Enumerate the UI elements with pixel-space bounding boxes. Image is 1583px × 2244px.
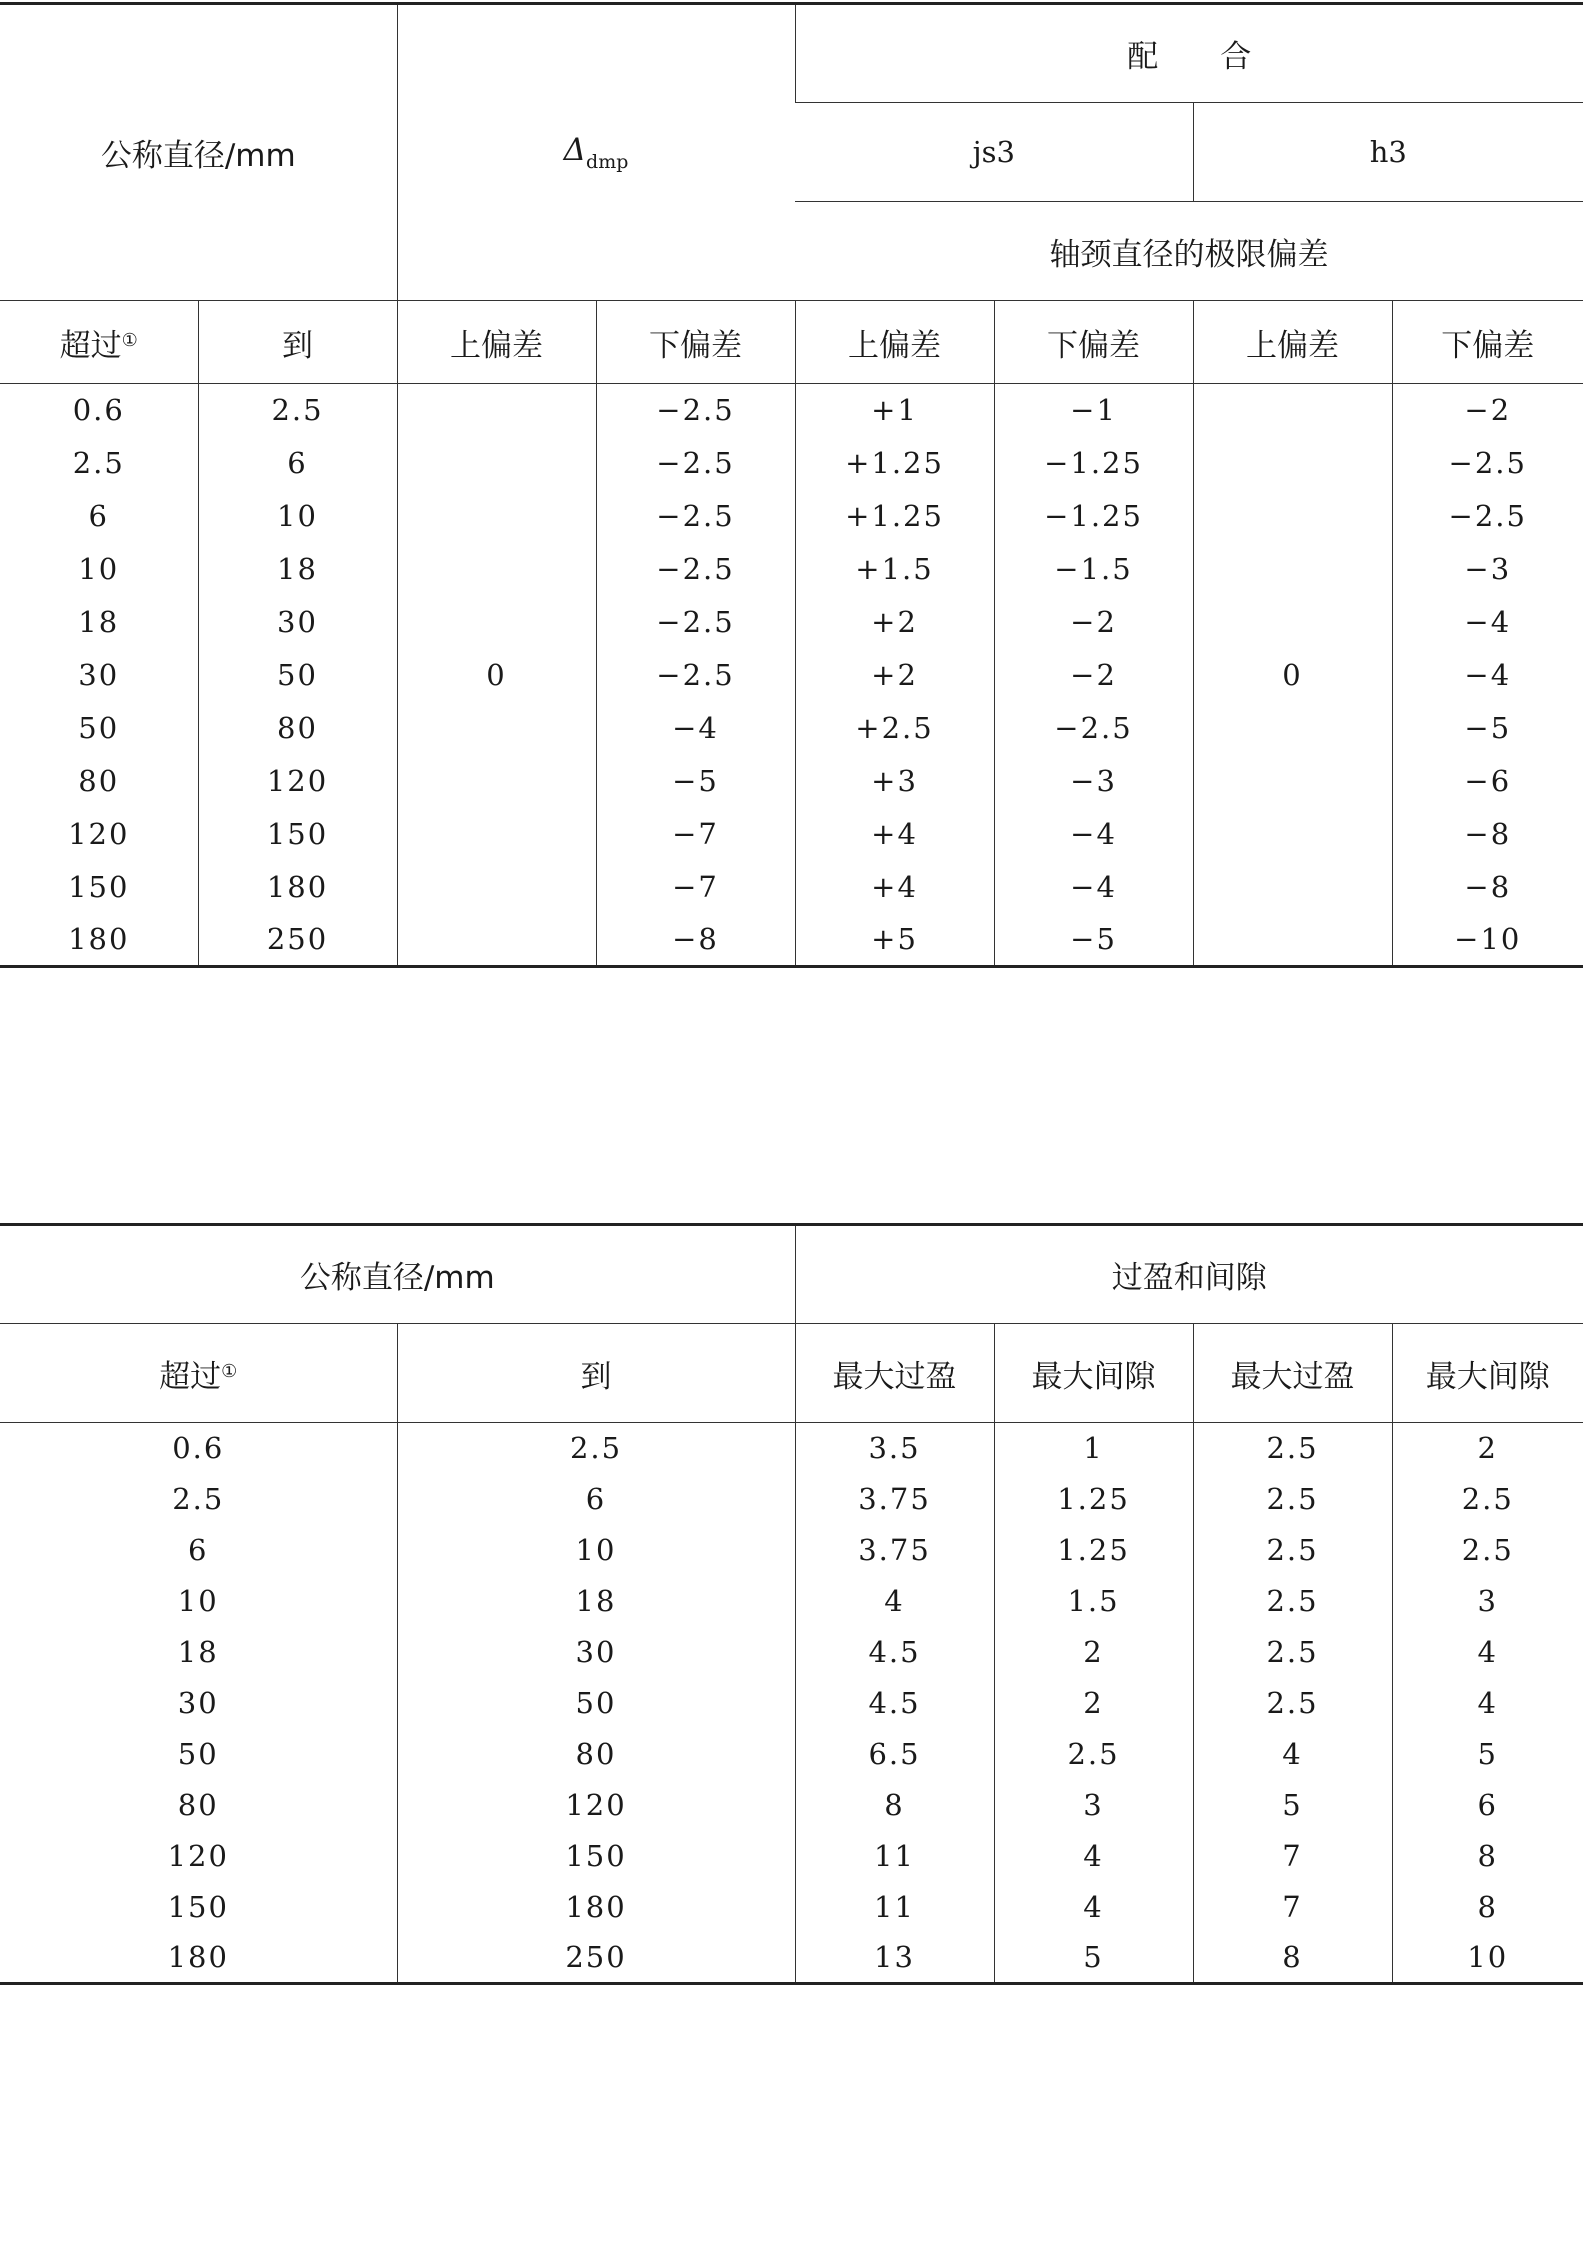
- to-header: 到: [198, 301, 397, 384]
- to-cell: 18: [198, 543, 397, 596]
- table-row: [0, 1729, 1583, 1780]
- h3-max-interference-cell: 2.5: [1193, 1627, 1392, 1678]
- h3-max-clearance-cell: 8: [1392, 1831, 1583, 1882]
- to-cell: 150: [198, 808, 397, 861]
- js3-max-clearance-cell: 4: [994, 1882, 1193, 1933]
- delta-lower-dev-cell: −5: [596, 755, 795, 808]
- js3-max-interference-cell: 11: [795, 1882, 994, 1933]
- js3-lower-dev-cell: −1: [994, 384, 1193, 437]
- h3-max-interference-cell: 2.5: [1193, 1576, 1392, 1627]
- over-cell: 180: [167, 1940, 229, 1975]
- h3-lower-dev-cell: −6: [1392, 755, 1583, 808]
- js3-lower-dev-cell: −4: [994, 861, 1193, 914]
- h3-upper-dev-cell: 0: [1193, 384, 1392, 967]
- table-row: [0, 1933, 1583, 1984]
- over-cell: 30: [177, 1686, 219, 1720]
- js3-max-interference-cell: 3.75: [795, 1474, 994, 1525]
- over-cell: 18: [177, 1635, 219, 1669]
- js3-upper-dev-cell: +4: [795, 861, 994, 914]
- to-cell: 10: [198, 490, 397, 543]
- to-cell: 250: [198, 914, 397, 967]
- js3-max-interference-cell: 4.5: [795, 1678, 994, 1729]
- to-cell: 18: [397, 1576, 795, 1627]
- js3-upper-dev-header: 上偏差: [795, 301, 994, 384]
- table-row: [0, 1831, 1583, 1882]
- delta-subscript: dmp: [586, 151, 629, 173]
- over-cell: 30: [78, 658, 120, 692]
- delta-lower-dev-cell: −2.5: [596, 384, 795, 437]
- nominal-diameter-header: 公称直径/mm: [0, 4, 397, 301]
- to-cell: 30: [397, 1627, 795, 1678]
- over-cell: 80: [78, 764, 120, 798]
- js3-upper-dev-cell: +3: [795, 755, 994, 808]
- to-cell: 2.5: [397, 1423, 795, 1474]
- h3-header: h3: [1193, 103, 1583, 202]
- js3-max-clearance-cell: 4: [994, 1831, 1193, 1882]
- h3-max-clearance-cell: 6: [1392, 1780, 1583, 1831]
- js3-upper-dev-cell: +2: [795, 596, 994, 649]
- h3-max-interference-cell: 2.5: [1193, 1525, 1392, 1576]
- to-cell: 250: [397, 1933, 795, 1984]
- h3-max-clearance-cell: 2: [1392, 1423, 1583, 1474]
- h3-max-interference-cell: 7: [1193, 1831, 1392, 1882]
- over-cell: 80: [177, 1788, 219, 1822]
- h3-lower-dev-cell: −5: [1392, 702, 1583, 755]
- h3-max-clearance-cell: 4: [1392, 1627, 1583, 1678]
- delta-lower-dev-cell: −2.5: [596, 543, 795, 596]
- tolerance-table-body: [0, 384, 1583, 967]
- footnote-mark: ①: [221, 1360, 238, 1382]
- h3-lower-dev-cell: −4: [1392, 596, 1583, 649]
- delta-lower-dev-cell: −2.5: [596, 596, 795, 649]
- over-cell: 6: [88, 499, 109, 533]
- to-cell: 180: [397, 1882, 795, 1933]
- to-cell: 50: [397, 1678, 795, 1729]
- h3-max-interference-header: 最大过盈: [1193, 1324, 1392, 1423]
- js3-max-interference-header: 最大过盈: [795, 1324, 994, 1423]
- js3-max-interference-cell: 8: [795, 1780, 994, 1831]
- js3-lower-dev-cell: −1.25: [994, 437, 1193, 490]
- js3-upper-dev-cell: +1.25: [795, 437, 994, 490]
- to-cell: 2.5: [198, 384, 397, 437]
- table-row: [0, 1678, 1583, 1729]
- h3-max-clearance-cell: 2.5: [1392, 1525, 1583, 1576]
- js3-upper-dev-cell: +4: [795, 808, 994, 861]
- interference-table-body: [0, 1423, 1583, 1984]
- h3-max-interference-cell: 4: [1193, 1729, 1392, 1780]
- over-cell: 0.6: [72, 393, 125, 428]
- to-cell: 10: [397, 1525, 795, 1576]
- h3-lower-dev-cell: −3: [1392, 543, 1583, 596]
- delta-upper-dev-cell: 0: [397, 384, 596, 967]
- over-cell: 2.5: [72, 446, 125, 480]
- js3-max-clearance-cell: 2.5: [994, 1729, 1193, 1780]
- h3-max-clearance-cell: 5: [1392, 1729, 1583, 1780]
- js3-lower-dev-cell: −4: [994, 808, 1193, 861]
- to-cell: 80: [198, 702, 397, 755]
- js3-lower-dev-cell: −2: [994, 649, 1193, 702]
- h3-upper-dev-header: 上偏差: [1193, 301, 1392, 384]
- js3-max-interference-cell: 3.5: [795, 1423, 994, 1474]
- js3-max-clearance-header: 最大间隙: [994, 1324, 1193, 1423]
- table-row: [0, 1576, 1583, 1627]
- js3-upper-dev-cell: +5: [795, 914, 994, 967]
- h3-max-clearance-header: 最大间隙: [1392, 1324, 1583, 1423]
- table-row: [0, 1423, 1583, 1474]
- h3-lower-dev-cell: −10: [1392, 914, 1583, 967]
- js3-max-clearance-cell: 5: [994, 1933, 1193, 1984]
- h3-lower-dev-cell: −8: [1392, 808, 1583, 861]
- delta-lower-dev-cell: −7: [596, 861, 795, 914]
- delta-lower-dev-header: 下偏差: [596, 301, 795, 384]
- over-header: 超过①: [0, 1324, 397, 1423]
- js3-max-interference-cell: 3.75: [795, 1525, 994, 1576]
- interference-clearance-header: 过盈和间隙: [795, 1225, 1583, 1324]
- to-cell: 6: [198, 437, 397, 490]
- h3-max-interference-cell: 2.5: [1193, 1474, 1392, 1525]
- js3-upper-dev-cell: +1.5: [795, 543, 994, 596]
- h3-lower-dev-cell: −8: [1392, 861, 1583, 914]
- over-cell: 150: [167, 1890, 229, 1924]
- h3-max-clearance-cell: 10: [1392, 1933, 1583, 1984]
- js3-lower-dev-cell: −2.5: [994, 702, 1193, 755]
- over-cell: 180: [68, 922, 130, 957]
- table-row: [0, 1780, 1583, 1831]
- over-cell: 120: [68, 817, 130, 851]
- to-cell: 150: [397, 1831, 795, 1882]
- table-row: [0, 1627, 1583, 1678]
- js3-upper-dev-cell: +1.25: [795, 490, 994, 543]
- h3-max-interference-cell: 2.5: [1193, 1678, 1392, 1729]
- delta-lower-dev-cell: −2.5: [596, 490, 795, 543]
- delta-lower-dev-cell: −2.5: [596, 649, 795, 702]
- to-cell: 180: [198, 861, 397, 914]
- table-row: [0, 1474, 1583, 1525]
- h3-max-interference-cell: 2.5: [1193, 1423, 1392, 1474]
- over-cell: 18: [78, 605, 120, 639]
- to-cell: 50: [198, 649, 397, 702]
- h3-max-clearance-cell: 3: [1392, 1576, 1583, 1627]
- js3-lower-dev-header: 下偏差: [994, 301, 1193, 384]
- js3-lower-dev-cell: −1.25: [994, 490, 1193, 543]
- h3-lower-dev-header: 下偏差: [1392, 301, 1583, 384]
- js3-upper-dev-cell: +2.5: [795, 702, 994, 755]
- interference-table: [0, 1223, 1583, 1985]
- js3-max-clearance-cell: 2: [994, 1678, 1193, 1729]
- over-header: 超过①: [0, 301, 198, 384]
- over-cell: 150: [68, 870, 130, 904]
- journal-deviation-header: 轴颈直径的极限偏差: [795, 202, 1583, 301]
- to-cell: 30: [198, 596, 397, 649]
- delta-symbol: Δ: [563, 132, 587, 168]
- over-cell: 6: [188, 1533, 209, 1567]
- js3-lower-dev-cell: −5: [994, 914, 1193, 967]
- to-header: 到: [397, 1324, 795, 1423]
- js3-max-clearance-cell: 2: [994, 1627, 1193, 1678]
- h3-max-clearance-cell: 4: [1392, 1678, 1583, 1729]
- h3-max-clearance-cell: 8: [1392, 1882, 1583, 1933]
- nominal-diameter-header: 公称直径/mm: [0, 1225, 795, 1324]
- over-cell: 2.5: [172, 1482, 225, 1516]
- js3-max-clearance-cell: 1: [994, 1423, 1193, 1474]
- fit-header: 配 合: [795, 4, 1583, 103]
- js3-upper-dev-cell: +2: [795, 649, 994, 702]
- h3-lower-dev-cell: −2.5: [1392, 437, 1583, 490]
- js3-max-interference-cell: 11: [795, 1831, 994, 1882]
- footnote-mark: ①: [121, 329, 138, 351]
- js3-max-clearance-cell: 1.25: [994, 1474, 1193, 1525]
- to-cell: 80: [397, 1729, 795, 1780]
- h3-max-interference-cell: 8: [1193, 1933, 1392, 1984]
- h3-lower-dev-cell: −2: [1392, 384, 1583, 437]
- js3-lower-dev-cell: −2: [994, 596, 1193, 649]
- over-cell: 50: [177, 1737, 219, 1771]
- js3-lower-dev-cell: −1.5: [994, 543, 1193, 596]
- h3-max-interference-cell: 7: [1193, 1882, 1392, 1933]
- tolerance-table: [0, 2, 1583, 968]
- h3-lower-dev-cell: −4: [1392, 649, 1583, 702]
- js3-header: js3: [795, 103, 1193, 202]
- table-row: [0, 384, 1583, 437]
- delta-lower-dev-cell: −7: [596, 808, 795, 861]
- h3-max-interference-cell: 5: [1193, 1780, 1392, 1831]
- over-cell: 10: [177, 1584, 219, 1618]
- over-cell: 120: [167, 1839, 229, 1873]
- over-cell: 0.6: [172, 1431, 225, 1466]
- js3-max-clearance-cell: 1.25: [994, 1525, 1193, 1576]
- delta-lower-dev-cell: −2.5: [596, 437, 795, 490]
- table-row: [0, 1882, 1583, 1933]
- to-cell: 120: [198, 755, 397, 808]
- js3-max-interference-cell: 13: [795, 1933, 994, 1984]
- js3-max-clearance-cell: 1.5: [994, 1576, 1193, 1627]
- delta-lower-dev-cell: −8: [596, 914, 795, 967]
- table-row: [0, 1525, 1583, 1576]
- delta-dmp-header: [397, 4, 795, 301]
- delta-upper-dev-header: 上偏差: [397, 301, 596, 384]
- over-cell: 10: [78, 552, 120, 586]
- to-cell: 6: [397, 1474, 795, 1525]
- js3-upper-dev-cell: +1: [795, 384, 994, 437]
- h3-lower-dev-cell: −2.5: [1392, 490, 1583, 543]
- over-cell: 50: [78, 711, 120, 745]
- to-cell: 120: [397, 1780, 795, 1831]
- h3-max-clearance-cell: 2.5: [1392, 1474, 1583, 1525]
- js3-max-interference-cell: 4.5: [795, 1627, 994, 1678]
- js3-max-interference-cell: 6.5: [795, 1729, 994, 1780]
- delta-lower-dev-cell: −4: [596, 702, 795, 755]
- js3-max-clearance-cell: 3: [994, 1780, 1193, 1831]
- js3-max-interference-cell: 4: [795, 1576, 994, 1627]
- js3-lower-dev-cell: −3: [994, 755, 1193, 808]
